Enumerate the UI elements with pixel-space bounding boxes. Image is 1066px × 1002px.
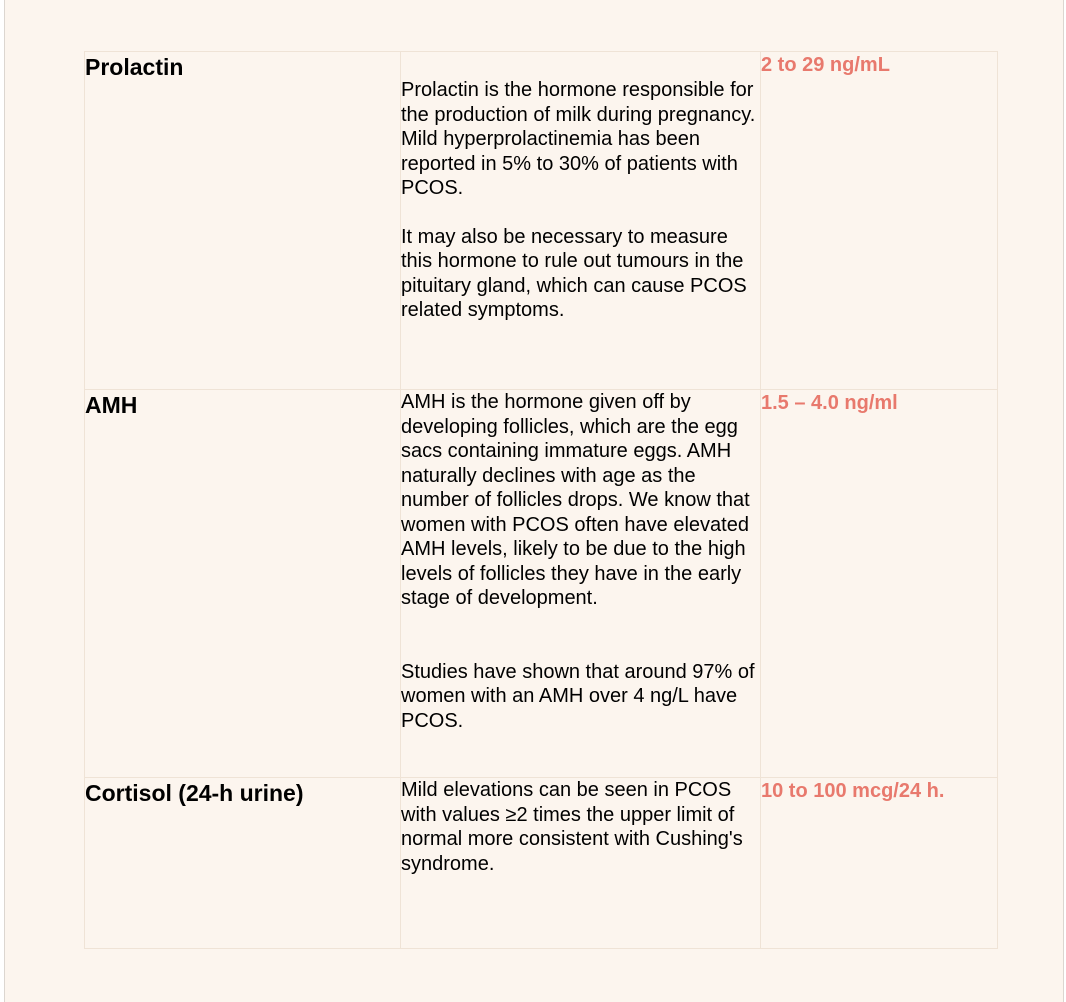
reference-range: 10 to 100 mcg/24 h. (761, 780, 945, 802)
hormone-name-cell (85, 52, 401, 390)
hormone-description-cell (401, 778, 761, 949)
hormone-description-cell (401, 52, 761, 390)
description-paragraph: It may also be necessary to measure this hormone to rule out tumours in the pituitary gland, which can cause PCOS related symptoms. (401, 225, 747, 321)
reference-range: 2 to 29 ng/mL (761, 54, 890, 76)
hormone-description-cell (401, 390, 761, 778)
description-paragraph: Prolactin is the hormone responsible for the production of milk during pregnancy. Mild hyperprolactinemia has been reported in 5% to 30% of patients with PCOS. (401, 79, 756, 199)
table-row (85, 390, 998, 778)
description-paragraph: Mild elevations can be seen in PCOS with values ≥2 times the upper limit of normal more consistent with Cushing's syndrome. (401, 779, 743, 875)
document-page (4, 0, 1064, 1002)
table-row (85, 778, 998, 949)
hormone-name: Prolactin (85, 54, 184, 80)
hormone-name: Cortisol (24-h urine) (85, 780, 304, 806)
description-paragraph: AMH is the hormone given off by developing follicles, which are the egg sacs containing immature eggs. AMH naturally declines with age as the number of follicles drops. We know that women with PCOS often have elevated AMH levels, likely to be due to the high levels of follicles they have in the early stage of development. (401, 391, 750, 609)
hormone-name: AMH (85, 392, 138, 418)
hormone-reference-table (84, 51, 998, 949)
reference-range-cell (761, 778, 998, 949)
hormone-name-cell (85, 390, 401, 778)
reference-range-cell (761, 52, 998, 390)
description-paragraph: Studies have shown that around 97% of women with an AMH over 4 ng/L have PCOS. (401, 660, 755, 732)
reference-range-cell (761, 390, 998, 778)
hormone-name-cell (85, 778, 401, 949)
reference-range: 1.5 – 4.0 ng/ml (761, 392, 898, 414)
table-row (85, 52, 998, 390)
